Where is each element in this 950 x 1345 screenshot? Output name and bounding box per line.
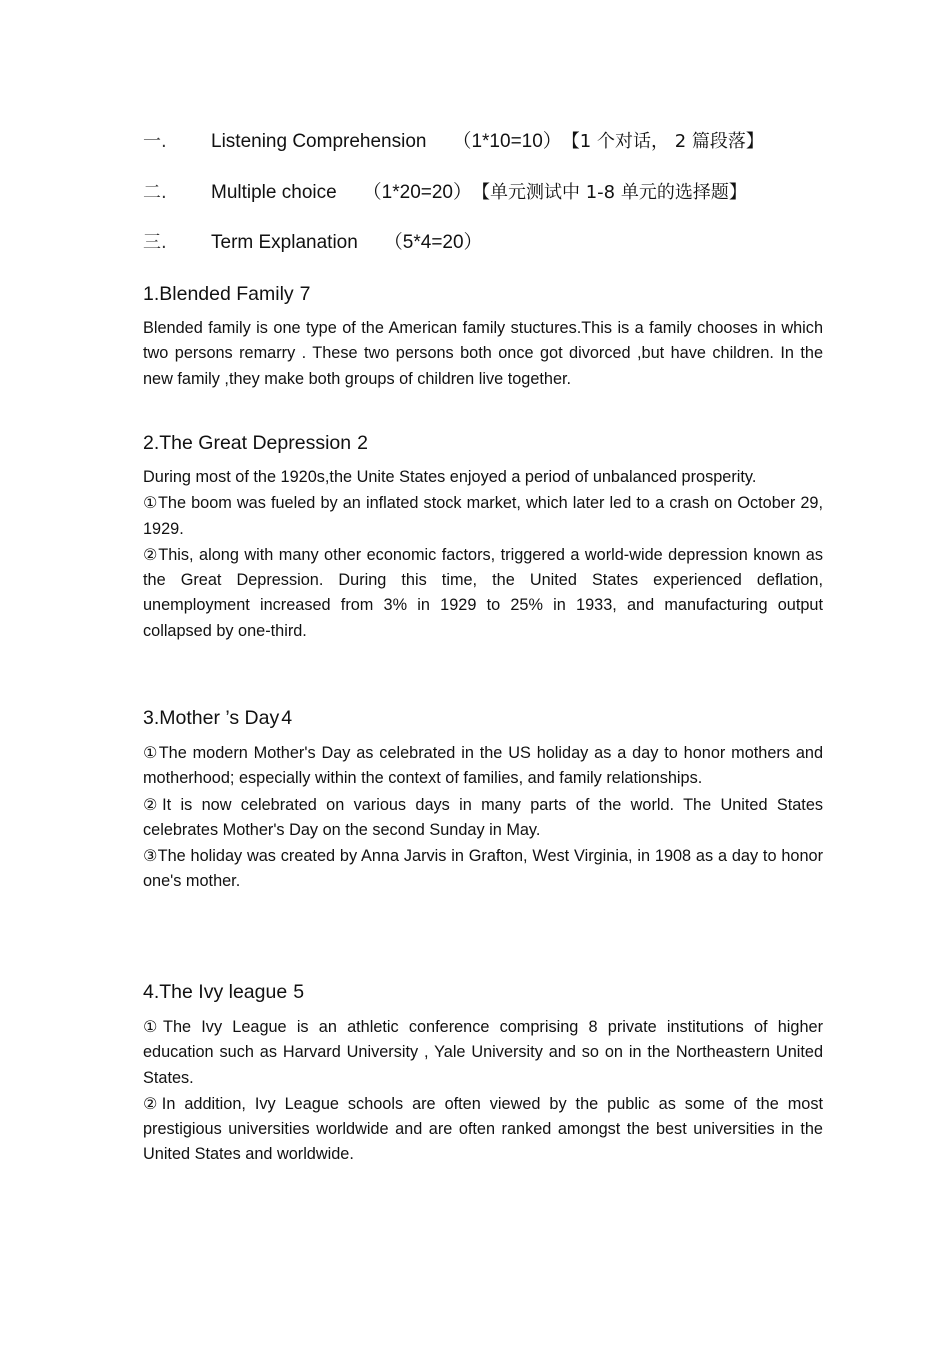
outline-score: （1*10=10）: [452, 131, 562, 152]
term-heading: [143, 431, 823, 455]
circled-number-marker: ①: [143, 493, 158, 513]
term-title: 1.Blended Family: [143, 283, 294, 305]
term-title: 2.The Great Depression: [143, 432, 352, 454]
term-title: 4.The Ivy league: [143, 981, 288, 1003]
term-title: 3.Mother ’s Day: [143, 707, 280, 729]
paragraph-text: It is now celebrated on various days in many parts of the world. The United States celebrates Mother's Day on the second Sunday in May.: [143, 795, 824, 839]
paragraph-text: In addition, Ivy League schools are often viewed by the public as some of the most prestigious universities worldwide and are often ranked amongst the best universities in the United States and worldwide.: [143, 1094, 824, 1164]
outline-note: 【1 个对话， 2 篇段落】: [561, 131, 764, 152]
outline-title: Multiple choice: [211, 182, 337, 203]
paragraph-text: The modern Mother's Day as celebrated in the US holiday as a day to honor mothers and motherhood; especially within the context of families, and family relationships.: [143, 744, 824, 788]
term-paragraph: [143, 792, 823, 844]
term-paragraph: [143, 316, 823, 392]
circled-number-marker: ②: [143, 1093, 162, 1113]
page-reference: 7: [299, 283, 311, 305]
outline-item-multiple-choice: [143, 181, 747, 205]
paragraph-text: The Ivy League is an athletic conference comprising 8 private institutions of higher education such as Harvard University , Yale University and so on in the Northeastern United States.: [143, 1018, 824, 1087]
outline-item-term-explanation: [143, 231, 483, 255]
page-reference: 4: [281, 707, 293, 729]
term-paragraph: [143, 843, 823, 895]
page-reference: 2: [357, 432, 368, 454]
term-heading: [143, 980, 823, 1004]
term-blended-family: [143, 282, 823, 392]
circled-number-marker: ②: [143, 544, 159, 564]
term-ivy-league: [143, 980, 823, 1168]
paragraph-text: This, along with many other economic factors, triggered a world-wide depression known as the Great Depression. During this time, the United States experienced deflation, unemployment increased from 3% in 1929 to 25% in 1933, and manufacturing output collapsed by one-third.: [143, 545, 824, 640]
circled-number-marker: ②: [143, 794, 163, 814]
outline-note: 【单元测试中 1-8 单元的选择题】: [472, 182, 747, 203]
term-paragraph: [143, 465, 823, 490]
outline-number: 三.: [143, 232, 167, 253]
term-paragraph: [143, 490, 823, 542]
paragraph-text: Blended family is one type of the American family stuctures.This is a family chooses in which two persons remarry . These two persons both once got divorced ,but have children. In the new family ,they make both groups of children live together.: [143, 319, 823, 388]
term-paragraph: [143, 542, 823, 644]
outline-number: 一.: [143, 131, 167, 152]
outline-title: Term Explanation: [211, 232, 358, 253]
circled-number-marker: ①: [143, 1017, 164, 1036]
term-mothers-day: [143, 706, 823, 895]
outline-score: （5*4=20）: [383, 232, 483, 253]
page-reference: 5: [293, 981, 305, 1003]
term-paragraph: [143, 1091, 823, 1168]
paragraph-text: During most of the 1920s,the Unite States enjoyed a period of unbalanced prosperity.: [143, 468, 757, 486]
term-great-depression: [143, 431, 823, 644]
outline-number: 二.: [143, 182, 167, 203]
paragraph-text: The holiday was created by Anna Jarvis in Grafton, West Virginia, in 1908 as a day to honor one's mother.: [143, 847, 823, 891]
term-paragraph: [143, 740, 823, 792]
term-heading: [143, 706, 823, 730]
outline-score: （1*20=20）: [362, 182, 472, 203]
term-heading: [143, 282, 823, 306]
circled-number-marker: ③: [143, 846, 158, 866]
outline-title: Listening Comprehension: [211, 131, 427, 152]
paragraph-text: The boom was fueled by an inflated stock market, which later led to a crash on October 29, 1929.: [143, 494, 824, 538]
term-paragraph: [143, 1014, 823, 1091]
outline-item-listening: [143, 130, 764, 154]
circled-number-marker: ①: [143, 743, 159, 762]
